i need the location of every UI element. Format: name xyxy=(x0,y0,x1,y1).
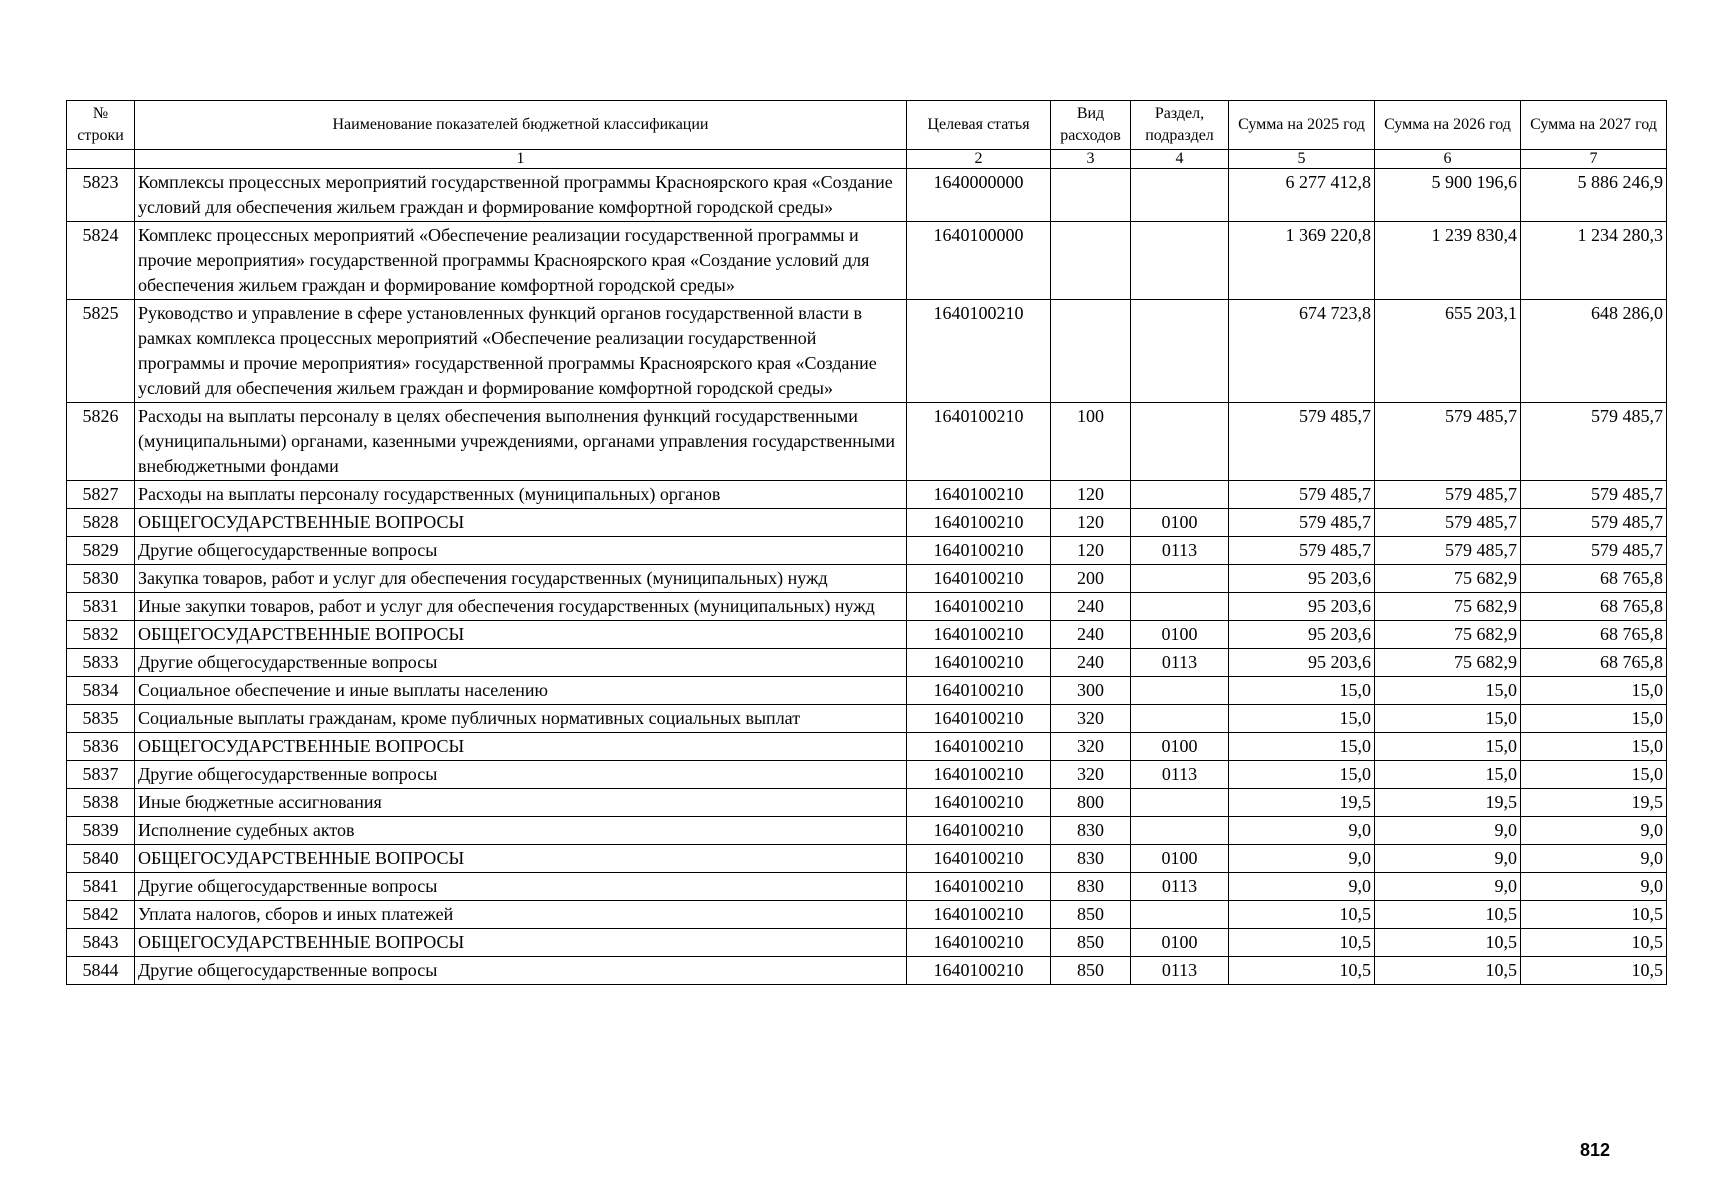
table-row xyxy=(67,169,1667,222)
row-target-code: 1640100210 xyxy=(907,509,1051,537)
table-row xyxy=(67,957,1667,985)
row-sum-2025: 15,0 xyxy=(1229,677,1375,705)
row-name: Социальное обеспечение и иные выплаты населению xyxy=(135,677,907,705)
row-section-code xyxy=(1131,169,1229,222)
table-row xyxy=(67,593,1667,621)
row-section-code xyxy=(1131,222,1229,300)
table-row xyxy=(67,403,1667,481)
row-sum-2025: 10,5 xyxy=(1229,929,1375,957)
page-number: 812 xyxy=(1580,1140,1611,1160)
column-number xyxy=(67,150,135,169)
row-section-code: 0113 xyxy=(1131,649,1229,677)
row-target-code: 1640100210 xyxy=(907,677,1051,705)
table-row xyxy=(67,929,1667,957)
header-sum-2026: Сумма на 2026 год xyxy=(1375,101,1521,150)
row-expense-kind: 200 xyxy=(1051,565,1131,593)
row-sum-2027: 19,5 xyxy=(1521,789,1667,817)
row-number: 5834 xyxy=(67,677,135,705)
row-number: 5830 xyxy=(67,565,135,593)
row-sum-2026: 579 485,7 xyxy=(1375,537,1521,565)
row-sum-2027: 10,5 xyxy=(1521,901,1667,929)
row-sum-2027: 579 485,7 xyxy=(1521,481,1667,509)
row-expense-kind: 300 xyxy=(1051,677,1131,705)
row-expense-kind: 320 xyxy=(1051,705,1131,733)
row-section-code: 0100 xyxy=(1131,509,1229,537)
row-sum-2026: 15,0 xyxy=(1375,677,1521,705)
row-sum-2025: 579 485,7 xyxy=(1229,537,1375,565)
row-sum-2027: 15,0 xyxy=(1521,677,1667,705)
row-section-code xyxy=(1131,901,1229,929)
row-name: Руководство и управление в сфере установленных функций органов государственной власти в рамках комплекса процессных мероприятий «Обеспечение реализации государственной программы и прочие мероприятия» государственной программы Красноярского края «Создание условий для обеспечения жильем граждан и формирование комфортной городской среды» xyxy=(135,300,907,403)
row-name: Другие общегосударственные вопросы xyxy=(135,873,907,901)
row-section-code xyxy=(1131,300,1229,403)
row-sum-2025: 95 203,6 xyxy=(1229,621,1375,649)
row-sum-2025: 19,5 xyxy=(1229,789,1375,817)
row-number: 5841 xyxy=(67,873,135,901)
row-target-code: 1640100210 xyxy=(907,537,1051,565)
row-name: Закупка товаров, работ и услуг для обеспечения государственных (муниципальных) нужд xyxy=(135,565,907,593)
row-sum-2027: 9,0 xyxy=(1521,817,1667,845)
row-section-code xyxy=(1131,593,1229,621)
row-expense-kind xyxy=(1051,169,1131,222)
row-target-code: 1640100210 xyxy=(907,789,1051,817)
row-section-code xyxy=(1131,403,1229,481)
row-sum-2025: 579 485,7 xyxy=(1229,509,1375,537)
row-number: 5837 xyxy=(67,761,135,789)
row-name: ОБЩЕГОСУДАРСТВЕННЫЕ ВОПРОСЫ xyxy=(135,845,907,873)
row-expense-kind: 830 xyxy=(1051,817,1131,845)
table-row xyxy=(67,817,1667,845)
row-expense-kind: 120 xyxy=(1051,481,1131,509)
row-number: 5832 xyxy=(67,621,135,649)
row-sum-2026: 15,0 xyxy=(1375,705,1521,733)
row-sum-2026: 15,0 xyxy=(1375,733,1521,761)
row-section-code xyxy=(1131,789,1229,817)
row-section-code: 0100 xyxy=(1131,845,1229,873)
row-section-code xyxy=(1131,817,1229,845)
row-sum-2027: 15,0 xyxy=(1521,761,1667,789)
row-sum-2025: 95 203,6 xyxy=(1229,649,1375,677)
row-sum-2027: 579 485,7 xyxy=(1521,537,1667,565)
row-sum-2027: 15,0 xyxy=(1521,733,1667,761)
row-sum-2026: 9,0 xyxy=(1375,873,1521,901)
row-sum-2026: 579 485,7 xyxy=(1375,509,1521,537)
table-row xyxy=(67,621,1667,649)
header-sum-2025: Сумма на 2025 год xyxy=(1229,101,1375,150)
row-expense-kind xyxy=(1051,300,1131,403)
row-name: Другие общегосударственные вопросы xyxy=(135,761,907,789)
row-expense-kind: 240 xyxy=(1051,621,1131,649)
row-section-code: 0113 xyxy=(1131,537,1229,565)
row-sum-2025: 15,0 xyxy=(1229,761,1375,789)
row-number: 5838 xyxy=(67,789,135,817)
row-number: 5839 xyxy=(67,817,135,845)
row-sum-2026: 579 485,7 xyxy=(1375,403,1521,481)
row-target-code: 1640100210 xyxy=(907,705,1051,733)
row-name: ОБЩЕГОСУДАРСТВЕННЫЕ ВОПРОСЫ xyxy=(135,509,907,537)
row-expense-kind: 120 xyxy=(1051,509,1131,537)
row-sum-2025: 9,0 xyxy=(1229,873,1375,901)
row-number: 5824 xyxy=(67,222,135,300)
row-sum-2026: 9,0 xyxy=(1375,817,1521,845)
row-sum-2026: 75 682,9 xyxy=(1375,649,1521,677)
row-expense-kind: 100 xyxy=(1051,403,1131,481)
row-sum-2027: 648 286,0 xyxy=(1521,300,1667,403)
row-sum-2026: 5 900 196,6 xyxy=(1375,169,1521,222)
row-section-code xyxy=(1131,481,1229,509)
row-sum-2025: 15,0 xyxy=(1229,733,1375,761)
row-sum-2027: 68 765,8 xyxy=(1521,565,1667,593)
row-target-code: 1640100210 xyxy=(907,300,1051,403)
row-sum-2026: 655 203,1 xyxy=(1375,300,1521,403)
row-expense-kind: 830 xyxy=(1051,845,1131,873)
table-row xyxy=(67,565,1667,593)
row-number: 5825 xyxy=(67,300,135,403)
table-row xyxy=(67,649,1667,677)
row-sum-2025: 10,5 xyxy=(1229,957,1375,985)
row-target-code: 1640100210 xyxy=(907,593,1051,621)
row-section-code: 0113 xyxy=(1131,957,1229,985)
row-number: 5833 xyxy=(67,649,135,677)
row-expense-kind: 240 xyxy=(1051,649,1131,677)
row-name: Расходы на выплаты персоналу государственных (муниципальных) органов xyxy=(135,481,907,509)
budget-table xyxy=(66,100,1667,985)
row-number: 5836 xyxy=(67,733,135,761)
row-target-code: 1640100210 xyxy=(907,957,1051,985)
table-row xyxy=(67,677,1667,705)
header-row xyxy=(67,101,1667,150)
row-name: Комплексы процессных мероприятий государственной программы Красноярского края «Создание условий для обеспечения жильем граждан и формирование комфортной городской среды» xyxy=(135,169,907,222)
row-section-code: 0100 xyxy=(1131,733,1229,761)
table-row xyxy=(67,481,1667,509)
row-sum-2025: 6 277 412,8 xyxy=(1229,169,1375,222)
row-sum-2026: 19,5 xyxy=(1375,789,1521,817)
table-row xyxy=(67,845,1667,873)
column-number: 6 xyxy=(1375,150,1521,169)
row-number: 5835 xyxy=(67,705,135,733)
row-name: Исполнение судебных актов xyxy=(135,817,907,845)
row-sum-2027: 9,0 xyxy=(1521,845,1667,873)
row-sum-2025: 15,0 xyxy=(1229,705,1375,733)
row-name: Иные бюджетные ассигнования xyxy=(135,789,907,817)
row-section-code xyxy=(1131,565,1229,593)
row-sum-2026: 75 682,9 xyxy=(1375,621,1521,649)
column-number: 1 xyxy=(135,150,907,169)
row-name: ОБЩЕГОСУДАРСТВЕННЫЕ ВОПРОСЫ xyxy=(135,733,907,761)
row-section-code: 0100 xyxy=(1131,929,1229,957)
row-sum-2027: 1 234 280,3 xyxy=(1521,222,1667,300)
row-section-code xyxy=(1131,705,1229,733)
row-name: Комплекс процессных мероприятий «Обеспечение реализации государственной программы и прочие мероприятия» государственной программы Красноярского края «Создание условий для обеспечения жильем граждан и формирование комфортной городской среды» xyxy=(135,222,907,300)
row-expense-kind: 240 xyxy=(1051,593,1131,621)
row-expense-kind: 850 xyxy=(1051,957,1131,985)
row-sum-2026: 75 682,9 xyxy=(1375,593,1521,621)
table-row xyxy=(67,761,1667,789)
table-row xyxy=(67,901,1667,929)
row-name: Другие общегосударственные вопросы xyxy=(135,649,907,677)
row-expense-kind: 850 xyxy=(1051,901,1131,929)
table-row xyxy=(67,300,1667,403)
row-number: 5823 xyxy=(67,169,135,222)
row-target-code: 1640100210 xyxy=(907,761,1051,789)
row-sum-2025: 579 485,7 xyxy=(1229,403,1375,481)
row-number: 5840 xyxy=(67,845,135,873)
row-target-code: 1640100210 xyxy=(907,873,1051,901)
row-target-code: 1640100210 xyxy=(907,733,1051,761)
table-row xyxy=(67,789,1667,817)
row-sum-2027: 68 765,8 xyxy=(1521,593,1667,621)
row-expense-kind xyxy=(1051,222,1131,300)
row-section-code xyxy=(1131,677,1229,705)
row-sum-2025: 95 203,6 xyxy=(1229,593,1375,621)
table-row xyxy=(67,222,1667,300)
row-target-code: 1640100210 xyxy=(907,565,1051,593)
row-sum-2025: 1 369 220,8 xyxy=(1229,222,1375,300)
header-target: Целевая статья xyxy=(907,101,1051,150)
column-number: 4 xyxy=(1131,150,1229,169)
row-sum-2025: 9,0 xyxy=(1229,817,1375,845)
row-target-code: 1640100210 xyxy=(907,621,1051,649)
row-expense-kind: 320 xyxy=(1051,733,1131,761)
row-sum-2026: 9,0 xyxy=(1375,845,1521,873)
row-name: Другие общегосударственные вопросы xyxy=(135,957,907,985)
row-name: Другие общегосударственные вопросы xyxy=(135,537,907,565)
table-row xyxy=(67,509,1667,537)
row-sum-2027: 15,0 xyxy=(1521,705,1667,733)
column-number: 3 xyxy=(1051,150,1131,169)
table-row xyxy=(67,537,1667,565)
row-section-code: 0113 xyxy=(1131,873,1229,901)
row-name: Социальные выплаты гражданам, кроме публичных нормативных социальных выплат xyxy=(135,705,907,733)
row-target-code: 1640100210 xyxy=(907,901,1051,929)
column-number: 7 xyxy=(1521,150,1667,169)
row-number: 5844 xyxy=(67,957,135,985)
table-row xyxy=(67,705,1667,733)
row-sum-2025: 9,0 xyxy=(1229,845,1375,873)
row-number: 5829 xyxy=(67,537,135,565)
row-sum-2025: 579 485,7 xyxy=(1229,481,1375,509)
row-number: 5831 xyxy=(67,593,135,621)
row-sum-2027: 10,5 xyxy=(1521,929,1667,957)
row-number: 5827 xyxy=(67,481,135,509)
row-sum-2026: 15,0 xyxy=(1375,761,1521,789)
row-sum-2025: 10,5 xyxy=(1229,901,1375,929)
header-sum-2027: Сумма на 2027 год xyxy=(1521,101,1667,150)
row-target-code: 1640100000 xyxy=(907,222,1051,300)
row-sum-2025: 95 203,6 xyxy=(1229,565,1375,593)
row-name: ОБЩЕГОСУДАРСТВЕННЫЕ ВОПРОСЫ xyxy=(135,929,907,957)
column-number: 5 xyxy=(1229,150,1375,169)
row-number: 5826 xyxy=(67,403,135,481)
row-name: ОБЩЕГОСУДАРСТВЕННЫЕ ВОПРОСЫ xyxy=(135,621,907,649)
row-sum-2027: 68 765,8 xyxy=(1521,649,1667,677)
row-name: Расходы на выплаты персоналу в целях обеспечения выполнения функций государственными (муниципальными) органами, казенными учреждениями, органами управления государственными внебюджетными фондами xyxy=(135,403,907,481)
table-body xyxy=(67,169,1667,985)
row-sum-2026: 10,5 xyxy=(1375,957,1521,985)
row-target-code: 1640100210 xyxy=(907,649,1051,677)
row-number: 5828 xyxy=(67,509,135,537)
row-sum-2027: 68 765,8 xyxy=(1521,621,1667,649)
row-sum-2027: 579 485,7 xyxy=(1521,509,1667,537)
row-section-code: 0113 xyxy=(1131,761,1229,789)
row-name: Иные закупки товаров, работ и услуг для обеспечения государственных (муниципальных) нужд xyxy=(135,593,907,621)
row-sum-2025: 674 723,8 xyxy=(1229,300,1375,403)
row-name: Уплата налогов, сборов и иных платежей xyxy=(135,901,907,929)
table-row xyxy=(67,733,1667,761)
row-number: 5843 xyxy=(67,929,135,957)
row-sum-2027: 9,0 xyxy=(1521,873,1667,901)
row-sum-2026: 10,5 xyxy=(1375,929,1521,957)
row-sum-2027: 10,5 xyxy=(1521,957,1667,985)
row-target-code: 1640100210 xyxy=(907,929,1051,957)
column-number: 2 xyxy=(907,150,1051,169)
row-expense-kind: 120 xyxy=(1051,537,1131,565)
row-target-code: 1640100210 xyxy=(907,817,1051,845)
row-target-code: 1640100210 xyxy=(907,403,1051,481)
row-target-code: 1640100210 xyxy=(907,845,1051,873)
header-name: Наименование показателей бюджетной классификации xyxy=(135,101,907,150)
table-row xyxy=(67,873,1667,901)
row-sum-2027: 579 485,7 xyxy=(1521,403,1667,481)
row-section-code: 0100 xyxy=(1131,621,1229,649)
row-sum-2026: 579 485,7 xyxy=(1375,481,1521,509)
header-row-no: № строки xyxy=(67,101,135,150)
row-target-code: 1640000000 xyxy=(907,169,1051,222)
header-section: Раздел, подраздел xyxy=(1131,101,1229,150)
row-expense-kind: 320 xyxy=(1051,761,1131,789)
row-sum-2026: 75 682,9 xyxy=(1375,565,1521,593)
row-target-code: 1640100210 xyxy=(907,481,1051,509)
row-expense-kind: 800 xyxy=(1051,789,1131,817)
row-sum-2026: 10,5 xyxy=(1375,901,1521,929)
row-expense-kind: 830 xyxy=(1051,873,1131,901)
column-number-row xyxy=(67,150,1667,169)
row-sum-2027: 5 886 246,9 xyxy=(1521,169,1667,222)
row-sum-2026: 1 239 830,4 xyxy=(1375,222,1521,300)
row-expense-kind: 850 xyxy=(1051,929,1131,957)
header-kind: Вид расходов xyxy=(1051,101,1131,150)
row-number: 5842 xyxy=(67,901,135,929)
